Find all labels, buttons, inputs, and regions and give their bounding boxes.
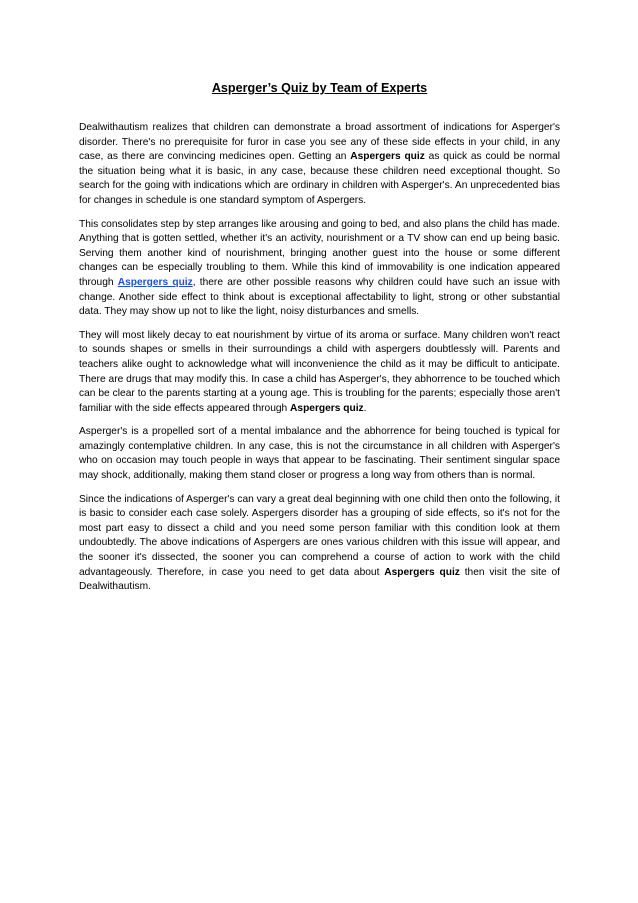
paragraph-text: as quick as could be normal the situation being what it is basic, in any case, because these children need exceptional thought. So search for the going with indications which are ordinary in children with Asperger's. An unprecedented bias for changes in schedule is one standard symptom of Aspergers. (79, 151, 560, 206)
paragraph-text: , there are other possible reasons why children could have such an issue with change. Another side effect to think about is exceptional affectability to light, strong or other substantial data. They may show up not to like the light, noisy disturbances and smells. (79, 276, 560, 318)
paragraph-1 (79, 121, 560, 209)
paragraph-text: . (363, 402, 367, 414)
keyword-aspergers-quiz: Aspergers quiz (384, 566, 460, 578)
paragraph-text: This consolidates step by step arranges like arousing and going to bed, and also plans the child has made. Anything that is gotten settled, whether it's an activity, nourishment or a TV show can end up being basic. Serving them another kind of nourishment, bringing another guest into the house or some different changes can be especially troubling to them. While this kind of immovability is one indication appeared through (79, 218, 560, 288)
paragraph-text: Since the indications of Asperger's can vary a great deal beginning with one child then onto the following, it is basic to consider each case solely. Aspergers disorder has a grouping of side effects, so it's not for the most part easy to dissect a child and you need some person familiar with this condition look at them undoubtedly. The above indications of Aspergers are ones various children with this issue will appear, and the sooner it's dissected, the sooner you can comprehend a course of action to work with the child advantageously. Therefore, in case you need to get data about (79, 493, 560, 578)
keyword-aspergers-quiz: Aspergers quiz (290, 402, 364, 414)
paragraph-4 (79, 425, 560, 483)
keyword-aspergers-quiz: Aspergers quiz (350, 151, 425, 163)
document-title: Asperger’s Quiz by Team of Experts (211, 81, 428, 95)
aspergers-quiz-link[interactable]: Aspergers quiz (117, 276, 193, 288)
paragraph-3 (79, 329, 560, 417)
paragraph-2 (79, 218, 560, 320)
document-page (79, 80, 560, 604)
paragraph-text: then visit the site of Dealwithautism. (79, 566, 560, 593)
paragraph-text: Asperger's is a propelled sort of a mental imbalance and the abhorrence for being touched is typical for amazingly contemplative children. In any case, this is not the circumstance in all children with Asperger's who on occasion may touch people in ways that appear to be fascinating. Their sentiment singular space may shock, additionally, making them stand closer or progress a long way from others than is normal. (79, 426, 560, 482)
paragraph-text: Dealwithautism realizes that children can demonstrate a broad assortment of indications for Asperger's disorder. There's no prerequisite for furor in case you see any of these side effects in your child, in any case, as there are convincing medicines open. Getting an (79, 122, 560, 163)
paragraph-text: They will most likely decay to eat nourishment by virtue of its aroma or surface. Many children won't react to sounds shapes or smells in their surroundings a child with aspergers doubtlessly will. Parents and teachers alike ought to acknowledge what will inconvenience the child as it may be difficult to anticipate. There are drugs that may modify this. In case a child has Asperger's, they abhorrence to be touched which can be clear to the parents starting at a young age. This is troubling for the parents; especially those aren't familiar with the side effects appeared through (79, 329, 560, 414)
paragraph-5 (79, 493, 560, 595)
